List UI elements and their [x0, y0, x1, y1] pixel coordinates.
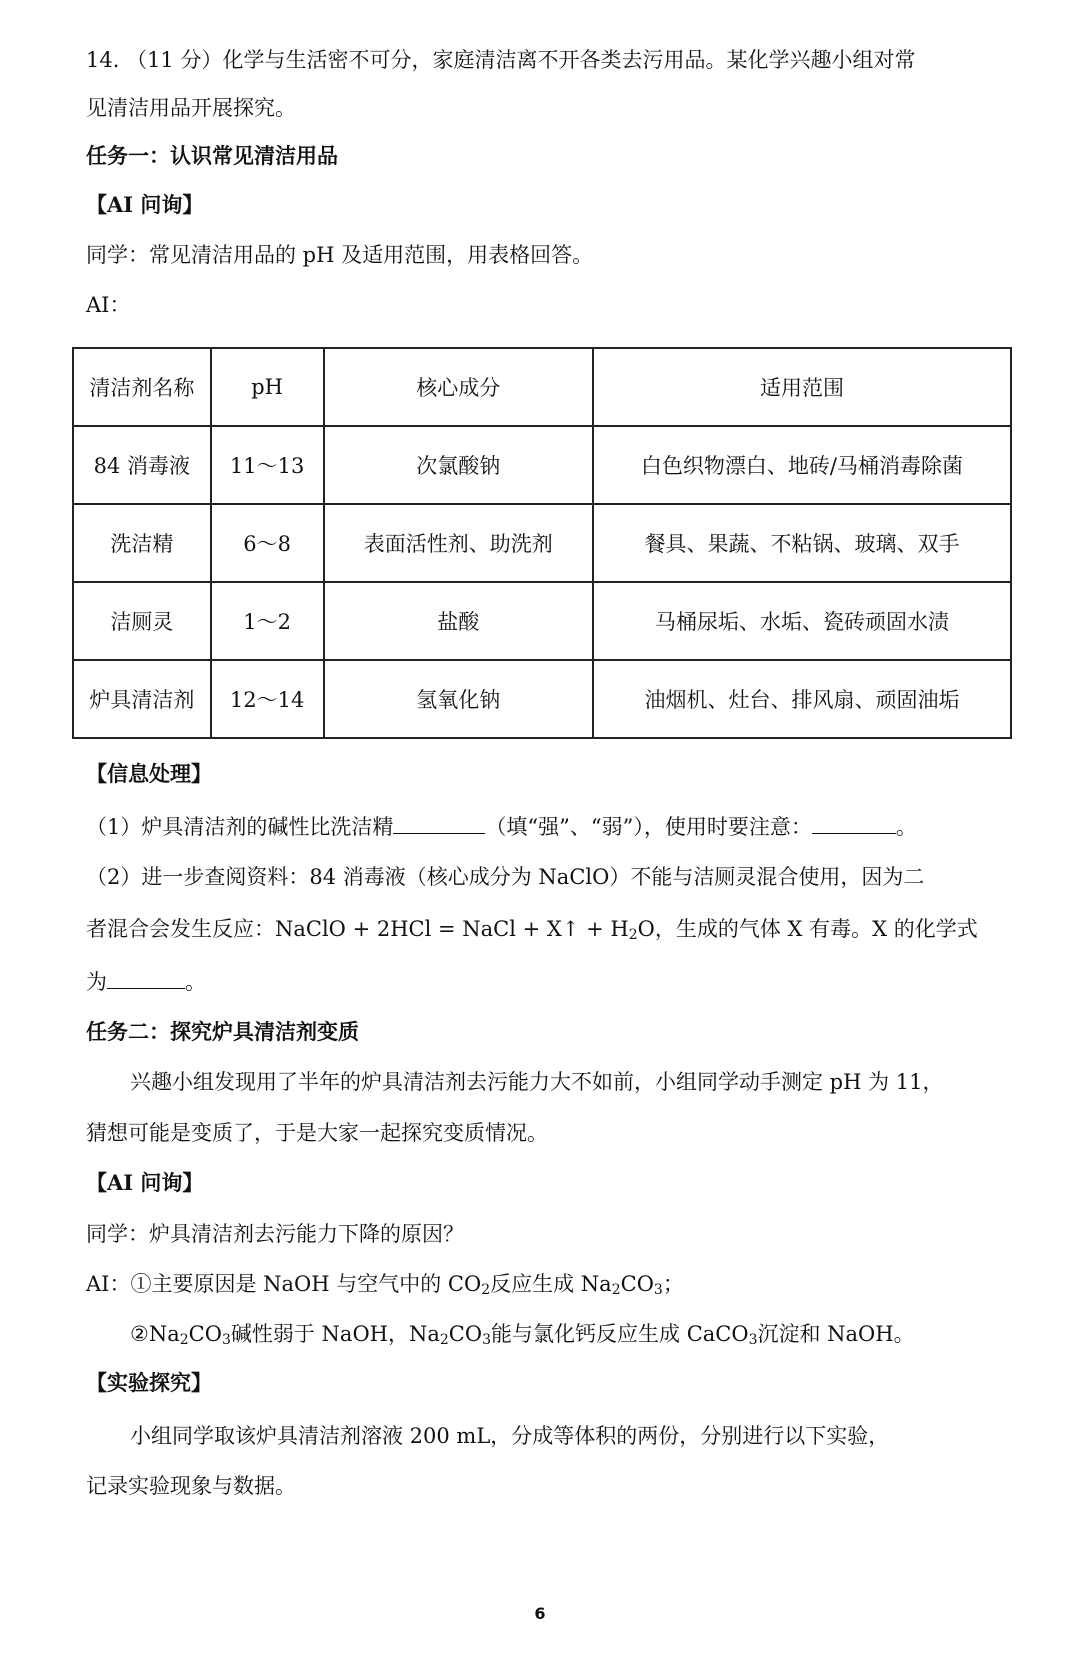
table-cell: 氢氧化钠 [324, 660, 593, 738]
table-row [73, 426, 1011, 504]
info-heading: 【信息处理】 [86, 761, 212, 786]
q1-text-a: （1）炉具清洁剂的碱性比洗洁精 [86, 815, 394, 839]
task2-paragraph-line-1: 兴趣小组发现用了半年的炉具清洁剂去污能力大不如前，小组同学动手测定 pH 为 11， [130, 1070, 944, 1094]
table-cell: 炉具清洁剂 [73, 660, 211, 738]
info-question-2-line-3 [86, 966, 206, 997]
ai-query-heading-2: 【AI 问询】 [86, 1170, 204, 1195]
subscript: 3 [653, 1282, 663, 1298]
table-row [73, 504, 1011, 582]
ai-answer-text: 沉淀和 NaOH。 [757, 1322, 915, 1346]
table-row [73, 582, 1011, 660]
table-cell: 餐具、果蔬、不粘锅、玻璃、双手 [593, 504, 1011, 582]
subscript: 2 [439, 1332, 449, 1348]
info-question-2-line-2 [86, 914, 978, 944]
table-header-row [73, 348, 1011, 426]
ai-answer-text: CO [448, 1322, 483, 1346]
subscript: 2 [611, 1282, 621, 1298]
answer-blank-formula[interactable] [107, 966, 185, 989]
reaction-text-end: O，生成的气体 X 有毒。X 的化学式 [637, 917, 978, 941]
ai-answer-1 [86, 1269, 684, 1299]
q2-text: 为 [86, 970, 107, 994]
table-cell: 12～14 [211, 660, 324, 738]
ai-answer-text: 能与氯化钙反应生成 CaCO [491, 1322, 749, 1346]
ai-query-heading-1: 【AI 问询】 [86, 192, 204, 217]
task1-title: 任务一：认识常见清洁用品 [86, 143, 338, 168]
subscript: 2 [481, 1282, 491, 1298]
student-question-1: 同学：常见清洁用品的 pH 及适用范围，用表格回答。 [86, 243, 594, 267]
table-cell: 油烟机、灶台、排风扇、顽固油垢 [593, 660, 1011, 738]
q1-end: 。 [895, 815, 917, 839]
ai-answer-text: ②Na [130, 1322, 180, 1346]
question-text-line-1: 14. （11 分）化学与生活密不可分，家庭清洁离不开各类去污用品。某化学兴趣小组对常 [86, 48, 916, 72]
table-header-cell: 清洁剂名称 [73, 348, 211, 426]
table-row [73, 660, 1011, 738]
ai-answer-text: CO [620, 1272, 654, 1296]
table-cell: 洁厕灵 [73, 582, 211, 660]
info-question-1 [86, 811, 917, 842]
answer-blank-caution[interactable] [812, 811, 896, 834]
table-cell: 11～13 [211, 426, 324, 504]
ai-answer-text: 碱性弱于 NaOH，Na [230, 1322, 440, 1346]
subscript: 3 [221, 1332, 231, 1348]
ai-answer-text: CO [188, 1322, 222, 1346]
cleaner-table [72, 347, 1012, 739]
subscript: 3 [748, 1332, 758, 1348]
table-cell: 表面活性剂、助洗剂 [324, 504, 593, 582]
experiment-heading: 【实验探究】 [86, 1370, 212, 1395]
subscript: 2 [628, 927, 638, 943]
table-header-cell: pH [211, 348, 324, 426]
question-text-line-2: 见清洁用品开展探究。 [86, 96, 296, 120]
table-cell: 次氯酸钠 [324, 426, 593, 504]
table-cell: 盐酸 [324, 582, 593, 660]
table-cell: 白色织物漂白、地砖/马桶消毒除菌 [593, 426, 1011, 504]
q1-text-b: （填“强”、“弱”），使用时要注意： [485, 815, 812, 839]
subscript: 3 [482, 1332, 492, 1348]
table-cell: 84 消毒液 [73, 426, 211, 504]
table-cell: 6～8 [211, 504, 324, 582]
experiment-paragraph-line-1: 小组同学取该炉具清洁剂溶液 200 mL，分成等体积的两份，分别进行以下实验， [130, 1424, 890, 1448]
subscript: 2 [179, 1332, 189, 1348]
table-header-cell: 核心成分 [324, 348, 593, 426]
q2-end: 。 [185, 970, 206, 994]
ai-answer-2 [130, 1319, 915, 1349]
experiment-paragraph-line-2: 记录实验现象与数据。 [86, 1474, 296, 1498]
answer-blank-alkalinity[interactable] [393, 811, 485, 834]
ai-answer-text: 反应生成 Na [490, 1272, 612, 1296]
task2-title: 任务二：探究炉具清洁剂变质 [86, 1019, 359, 1044]
table-header-cell: 适用范围 [593, 348, 1011, 426]
ai-answer-text: AI：①主要原因是 NaOH 与空气中的 CO [86, 1272, 482, 1296]
table-cell: 洗洁精 [73, 504, 211, 582]
reaction-text: 者混合会发生反应：NaClO + 2HCl = NaCl + X↑ + H [86, 917, 629, 941]
task2-paragraph-line-2: 猜想可能是变质了，于是大家一起探究变质情况。 [86, 1121, 548, 1145]
table-cell: 1～2 [211, 582, 324, 660]
student-question-2: 同学：炉具清洁剂去污能力下降的原因？ [86, 1222, 464, 1246]
table-cell: 马桶尿垢、水垢、瓷砖顽固水渍 [593, 582, 1011, 660]
ai-label-1: AI： [86, 293, 131, 317]
info-question-2-line-1: （2）进一步查阅资料：84 消毒液（核心成分为 NaClO）不能与洁厕灵混合使用，因为二 [86, 865, 925, 889]
page-number: 6 [534, 1604, 546, 1623]
ai-answer-text: ； [662, 1272, 684, 1296]
